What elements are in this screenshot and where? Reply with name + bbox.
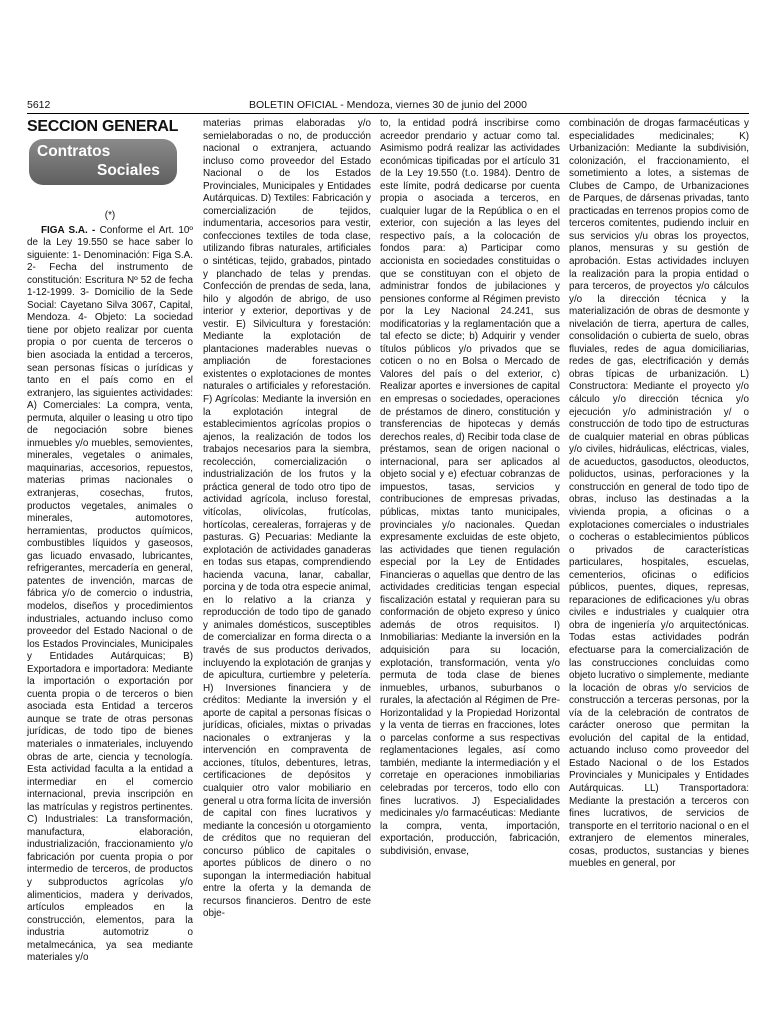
- section-title: SECCION GENERAL: [27, 118, 179, 135]
- notice-paragraph-start: [27, 225, 193, 965]
- column-3: [380, 118, 560, 858]
- banner-line-2: Sociales: [97, 162, 160, 179]
- page-number: 5612: [27, 99, 51, 111]
- company-name: FIGA S.A. -: [41, 224, 96, 236]
- publication-title: BOLETIN OFICIAL - Mendoza, viernes 30 de junio del 2000: [248, 99, 527, 111]
- section-banner: [29, 139, 177, 185]
- column-2: [203, 118, 371, 921]
- notice-text-col3: to, la entidad podrá inscribirse como acreedor prendario y actuar como tal. Asimismo podrá realizar las actividades económicas tipificadas por el artículo 31 de la Ley 19.550 (t.o. 1984). Dentro de este límite, podrá dedicarse por cuenta propia o asociada a terceros, en cualquier lugar de la República o en el exterior, con sujeción a las leyes del respectivo país, a la colocación de fondos para: a) Participar como accionista en sociedades constituidas o que se constituyan con el objeto de administrar fondos de jubilaciones y pensiones conforme al Régimen previsto por la Ley Nacional 24.241, sus modificatorias y la reglamentación que a tal efecto se dicte; b) Adquirir y vender títulos públicos y/o privados que se coticen o no en Bolsa o Mercado de Valores del país o del exterior, c) Realizar aportes e inversiones de capital en empresas o sociedades, operaciones de préstamos de dinero, constitución y transferencias de hipotecas y demás derechos reales, d) Recibir toda clase de préstamos, sean de origen nacional o internacional, para ser aplicados al objeto social y e) efectuar cobranzas de impuestos, tasas, servicios y contribuciones de empresas privadas, públicas, mixtas tanto municipales, provinciales y/o nacionales. Quedan expresamente excluidas de este objeto, las actividades que tienen regulación especial por la Ley de Entidades Financieras o aquellas que dentro de las actividades crediticias tengan especial fiscalización estatal y requieran para su conformación de objeto expreso y único además de otros requisitos. I) Inmobiliarias: Mediante la inversión en la adquisición para su locación, explotación, transformación, venta y/o permuta de toda clase de bienes inmuebles, urbanos, suburbanos o rurales, la afectación al Régimen de Pre-Horizontalidad y la Propiedad Horizontal y la venta de tierras en fracciones, lotes o parcelas conforme a sus respectivas reglamentaciones legales, así como también, mediante la intermediación y el corretaje en operaciones inmobiliarias celebradas por terceros, todo ello con fines lucrativos. J) Especialidades medicinales y/o farmacéuticas: Mediante la compra, venta, importación, exportación, producción, fabricación, subdivisión, envase,: [380, 118, 560, 857]
- notice-text-col2: materias primas elaboradas y/o semielaboradas o no, de producción nacional o extranjera, actuando incluso como proveedor del Estado Nacional o de los Estados Provinciales, Municipales y Entidades Autárquicas. D) Textiles: Fabricación y comercialización de tejidos, indumentaria, accesorios para vestir, confecciones textiles de toda clase, utilizando fibras naturales, artificiales o sintéticas, tejido, grabados, pintado y planchado de telas y prendas. Confección de prendas de seda, lana, hilo y algodón de abrigo, de uso interior y exterior, deportivas y de vestir. E) Silvicultura y forestación: Mediante la explotación de plantaciones maderables nuevas o ampliación de forestaciones existentes o explotaciones de montes naturales o artificiales y reforestación. F) Agrícolas: Mediante la inversión en la explotación integral de establecimientos agrícolas propios o ajenos, la realización de todos los trabajos necesarios para la siembra, recolección, comercialización o industrialización de los frutos y la práctica general de todo otro tipo de actividad agrícola, incluso forestal, vitícolas, olivícolas, frutícolas, hortícolas, cerealeras, forrajeras y de pasturas. G) Pecuarias: Mediante la explotación de actividades ganaderas en todas sus etapas, comprendiendo hacienda vacuna, lanar, caballar, porcina y de toda otra especie animal, en lo relativo a la crianza y reproducción de todo tipo de ganado y animales domésticos, susceptibles de comercializar en forma directa o a través de sus productos derivados, incluyendo la explotación de granjas y de apicultura, curtiembre y peletería. H) Inversiones financiera y de créditos: Mediante la inversión y el aporte de capital a personas físicas o jurídicas, oficiales, mixtas o privadas nacionales o extranjeras y la intervención en compraventa de acciones, títulos, debentures, letras, certificaciones de depósitos y cualquier otro valor mobiliario en general u otra forma lícita de inversión de capital con fines lucrativos y mediante la concesión u otorgamiento de créditos que no requieran del concurso público de capitales o aportes públicos de dinero o no supongan la intermediación habitual entre la oferta y la demanda de recursos financieros. Dentro de este obje-: [203, 118, 371, 920]
- banner-line-1: Contratos: [37, 143, 111, 160]
- column-4: [569, 118, 749, 871]
- notice-text-col1: Conforme el Art. 10º de la Ley 19.550 se hace saber lo siguiente: 1- Denominación: Figa S.A. 2- Fecha del instrumento de constitución: Escritura Nº 52 de fecha 1-12-1999. 3- Domicilio de la Sede Social: Cayetano Silva 3067, Capital, Mendoza. 4- Objeto: La sociedad tiene por objeto realizar por cuenta propia o por cuenta de terceros o bien asociada la entidad a terceros, sean personas físicas o jurídicas y tanto en el país como en el extranjero, las siguientes actividades: A) Comerciales: La compra, venta, permuta, alquiler o leasing u otro tipo de negociación sobre bienes inmuebles y/o muebles, semovientes, minerales, vegetales o animales, maquinarias, accesorios, repuestos, materias primas nacionales o extranjeras, cosechas, frutos, productos vegetales, animales o minerales, automotores, herramientas, productos químicos, combustibles líquidos y gaseosos, gas licuado envasado, lubricantes, refrigerantes, mercadería en general, patentes de invención, marcas de fábrica y/o de comercio o industria, modelos, diseños y procedimientos industriales, actuando incluso como proveedor del Estado Nacional o de los Estados Provinciales, Municipales y Entidades Autárquicas; B) Exportadora e importadora: Mediante la importación o exportación por cuenta propia o de terceros o bien asociada esta Entidad a terceros aunque se trate de otras personas jurídicas, de todo tipo de bienes materiales o inmateriales, incluyendo obras de arte, ciencia y tecnología. Esta actividad faculta a la entidad a intermediar en el comercio internacional, previa inscripción en las matrículas y registros pertinentes. C) Industriales: La transformación, manufactura, elaboración, industrialización, fraccionamiento y/o fabricación por cuenta propia o por intermedio de terceros, de productos y subproductos agrícolas y/o alimenticios, madera y derivados, artículos empleados en la construcción, elementos, para la industria automotriz o metalmecánica, ya sea mediante materiales y/o: [27, 224, 194, 964]
- column-1: [27, 118, 193, 965]
- notice-marker: (*): [104, 210, 116, 221]
- notice-text-col4: combinación de drogas farmacéuticas y especialidades medicinales; K) Urbanización: Mediante la subdivisión, colonización, el fraccionamiento, el sometimiento a lotes, a sistemas de Clubes de Campo, de Urbanizaciones de Parques, de dársenas privadas, tanto practicadas en terrenos propios como de terceros comitentes, pudiendo incluir en sus servicios y/u obras los proyectos, planos, mensuras y su gestión de aprobación. Estas actividades incluyen la realización para la propia entidad o para terceros, de proyectos y/o cálculos y/o la dirección técnica y la materialización de obras de desmonte y nivelación de tierra, apertura de calles, consolidación o cubierta de suelo, obras fluviales, redes de agua domiciliarias, redes de gas, electrificación y demás obras típicas de urbanización. L) Constructora: Mediante el proyecto y/o cálculo y/o dirección técnica y/o ejecución y/o administración y/ o construcción de todo tipo de estructuras de cualquier material en obras públicas y/o civiles, hidráulicas, eléctricas, viales, de acueductos, gasoductos, oleoductos, poliductos, usinas, perforaciones y la construcción en general de todo tipo de obras, incluso las destinadas a la vivienda propia, a oficinas o a explotaciones comerciales o industriales o cocheras o establecimientos públicos o privados de características particulares, hospitales, escuelas, cementerios, oficinas o edificios públicos, puentes, diques, represas, reparaciones de edificaciones y/u obras civiles e industriales y cualquier otra obra de ingeniería y/o arquitectónicas. Todas estas actividades podrán efectuarse para la comercialización de las construcciones concluidas como objeto lucrativo o simplemente, mediante la locación de obras y/o servicios de construcción a terceras personas, por la vía de la celebración de contratos de carácter oneroso que permitan la evolución del capital de la entidad, actuando incluso como proveedor del Estado Nacional o de los Estados Provinciales y Municipales y Entidades Autárquicas. LL) Transportadora: Mediante la prestación a terceros con fines lucrativos, de servicios de transporte en el territorio nacional o en el extranjero de elementos minerales, cosas, productos, sustancias y bienes muebles en general, por: [569, 118, 749, 870]
- page-header: [27, 99, 749, 114]
